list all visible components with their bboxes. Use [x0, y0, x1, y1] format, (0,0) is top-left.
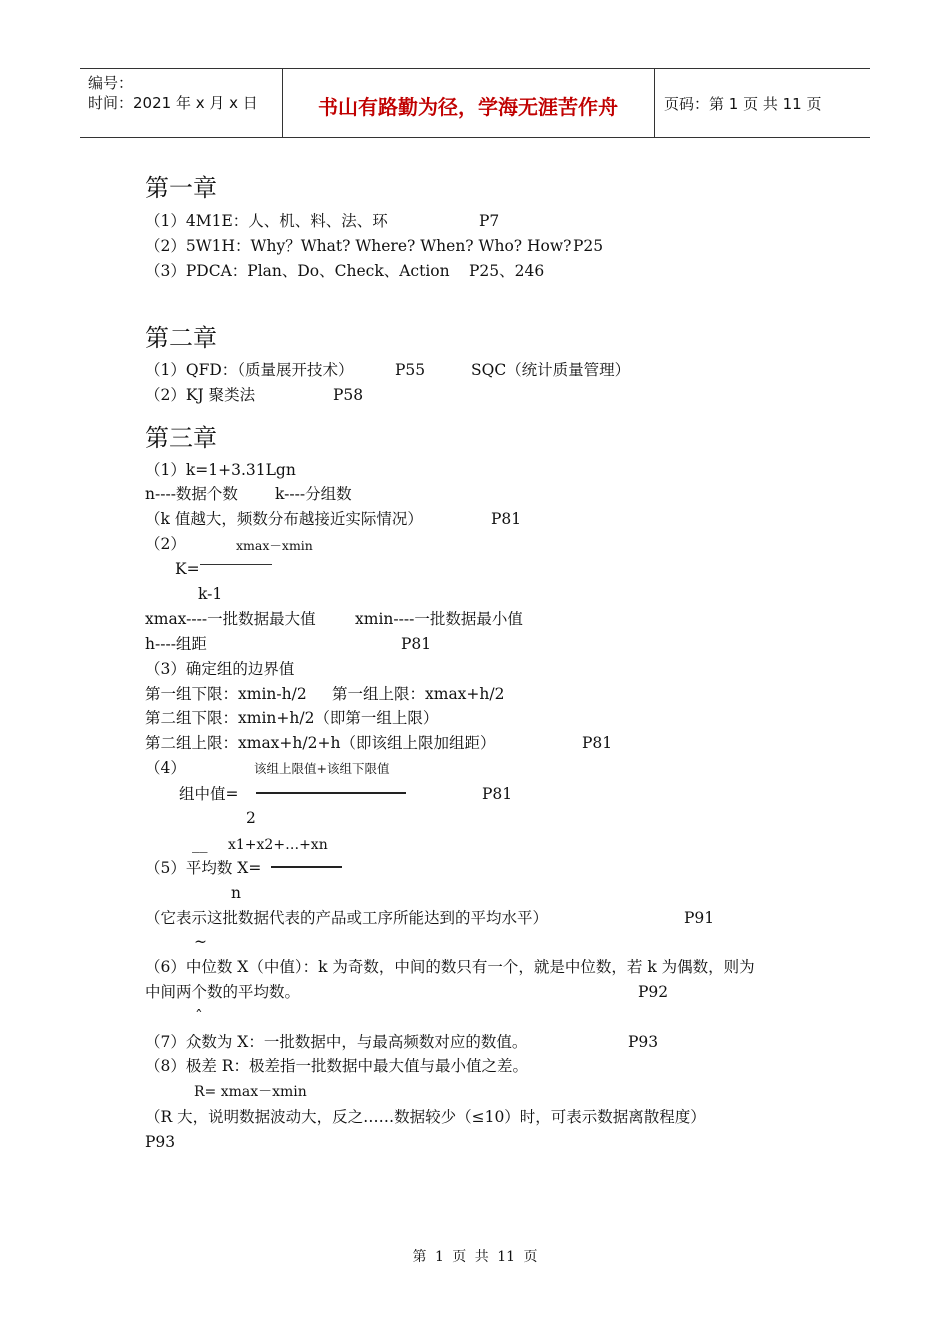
ch2-line-1-sqc: SQC（统计质量管理） [471, 361, 631, 379]
ch3-group1-lower: 第一组下限：xmin-h/2 [145, 685, 307, 703]
ch1-line-3: （3）PDCA：Plan、Do、Check、Action [145, 262, 450, 280]
ch3-item-5: （5）平均数 X= [145, 859, 262, 877]
ch3-line-3: （k 值越大，频数分布越接近实际情况） [145, 510, 423, 528]
header-page-number: 页码：第 1 页 共 11 页 [664, 95, 822, 113]
ch1-line-2-page: P25 [573, 237, 604, 255]
ch3-line-h-page: P81 [401, 635, 432, 653]
ch3-line-3-page: P81 [491, 510, 522, 528]
formula-mid-denominator: 2 [246, 809, 256, 827]
ch2-line-1-page: P55 [395, 361, 426, 379]
ch3-line-xmax: xmax----一批数据最大值 [145, 610, 316, 628]
ch3-line-1: （1）k=1+3.31Lgn [145, 461, 296, 479]
ch3-group2-upper-page: P81 [582, 734, 613, 752]
ch3-item-8: （8）极差 R：极差指一批数据中最大值与最小值之差。 [145, 1057, 528, 1075]
chapter-3-title: 第三章 [145, 424, 217, 452]
formula-mid-lhs: 组中值= [179, 785, 239, 803]
header-motto: 书山有路勤为径，学海无涯苦作舟 [318, 95, 618, 119]
ch3-item-2-label: （2） [145, 535, 186, 553]
ch3-item-4-label: （4） [145, 759, 186, 777]
ch3-range-note: （R 大，说明数据波动大，反之……数据较少（≤10）时，可表示数据离散程度） [145, 1108, 706, 1126]
ch3-line-2: n----数据个数 [145, 485, 238, 503]
chapter-2-title: 第二章 [145, 324, 217, 352]
formula-mid-fraction-bar [256, 792, 406, 794]
page-footer: 第 1 页 共 11 页 [412, 1249, 538, 1265]
doc-code-label: 编号： [88, 74, 134, 92]
mode-caret-mark: ˆ [195, 1008, 203, 1026]
chapter-1-title: 第一章 [145, 174, 217, 202]
formula-k-denominator: k-1 [198, 585, 223, 603]
ch3-mean-note-page: P91 [684, 909, 715, 927]
ch2-line-2: （2）KJ 聚类法 [145, 386, 256, 404]
header-meta [88, 73, 258, 113]
ch3-item-3: （3）确定组的边界值 [145, 660, 295, 678]
header-divider [654, 69, 655, 137]
ch3-line-h: h----组距 [145, 635, 207, 653]
ch3-line-xmin: xmin----一批数据最小值 [355, 610, 523, 628]
formula-range: R= xmax－xmin [194, 1084, 307, 1100]
formula-mean-numerator: x1+x2+…+xn [228, 837, 328, 853]
ch3-group1-upper: 第一组上限：xmax+h/2 [332, 685, 505, 703]
formula-k-numerator: xmax－xmin [236, 538, 313, 553]
ch2-line-1: （1）QFD：（质量展开技术） [145, 361, 354, 379]
formula-k-fraction-bar [200, 564, 272, 565]
ch3-group2-lower: 第二组下限：xmin+h/2（即第一组上限） [145, 709, 439, 727]
formula-mid-numerator: 该组上限值+该组下限值 [254, 761, 390, 776]
ch3-item-7-page: P93 [628, 1033, 659, 1051]
ch1-line-1-page: P7 [479, 212, 500, 230]
doc-date-label: 时间：2021 年 x 月 x 日 [88, 94, 258, 112]
ch3-item-7: （7）众数为 X：一批数据中，与最高频数对应的数值。 [145, 1033, 528, 1051]
ch1-line-2: （2）5W1H：Why？What? Where? When? Who? How? [145, 237, 572, 255]
mean-overbar: __ [192, 835, 208, 853]
ch3-group2-upper: 第二组上限：xmax+h/2+h（即该组上限加组距） [145, 734, 496, 752]
ch3-mean-note: （它表示这批数据代表的产品或工序所能达到的平均水平） [145, 909, 549, 927]
page-header [80, 68, 870, 138]
ch1-line-1: （1）4M1E：人、机、料、法、环 [145, 212, 388, 230]
formula-mean-denominator: n [231, 884, 241, 902]
ch3-item-6: （6）中位数 X（中值）：k 为奇数，中间的数只有一个，就是中位数，若 k 为偶数，则为 [145, 958, 755, 976]
ch3-range-note-page: P93 [145, 1133, 176, 1151]
formula-mean-fraction-bar [271, 866, 342, 868]
ch3-item-6-page: P92 [638, 983, 669, 1001]
formula-k-lhs: K= [175, 560, 200, 578]
ch3-line-2b: k----分组数 [275, 485, 352, 503]
formula-mid-page: P81 [482, 785, 513, 803]
median-tilde-mark: ~ [194, 933, 207, 951]
ch1-line-3-page: P25、246 [469, 262, 545, 280]
ch3-item-6-cont: 中间两个数的平均数。 [145, 983, 301, 1001]
ch2-line-2-page: P58 [333, 386, 364, 404]
